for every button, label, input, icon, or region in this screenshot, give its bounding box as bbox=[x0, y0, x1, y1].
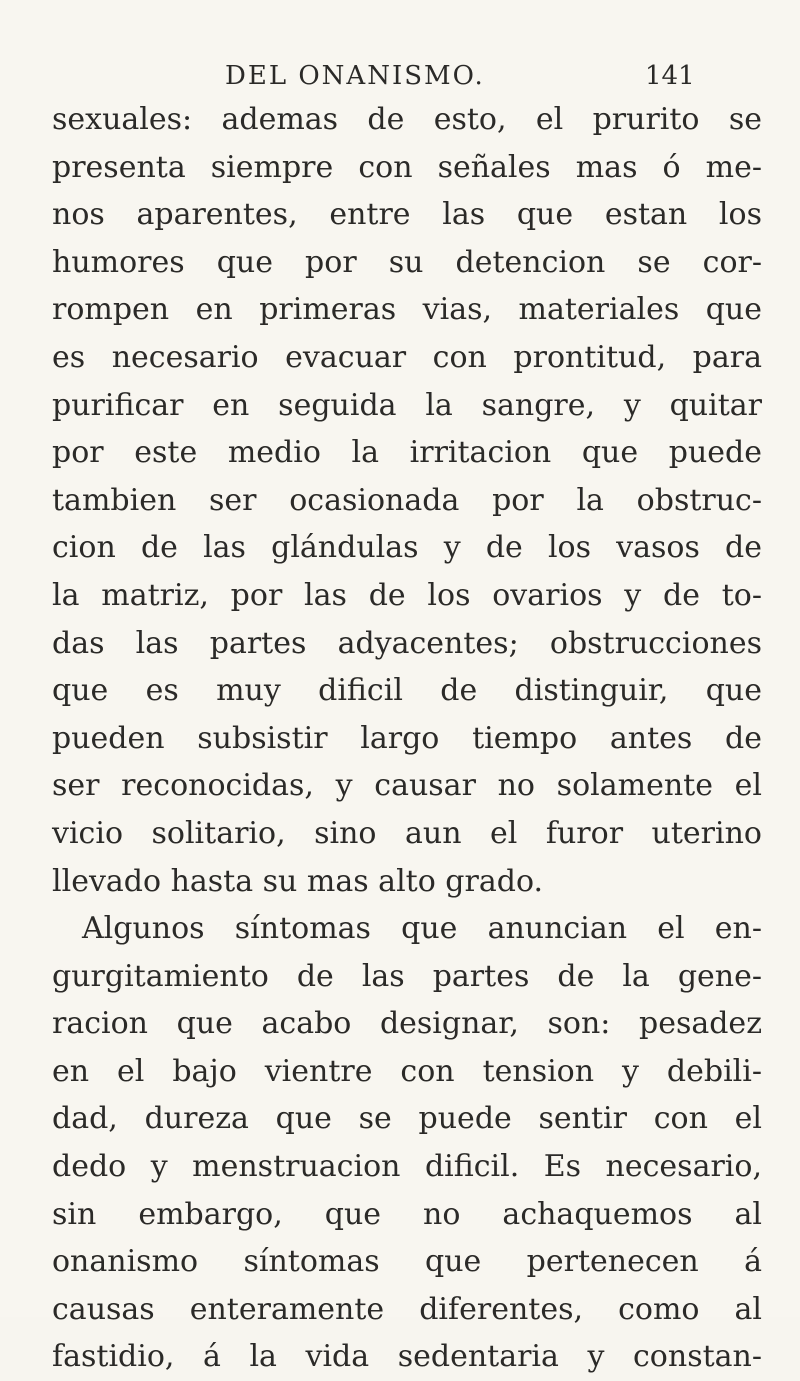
text-line: gurgitamiento de las partes de la gene- bbox=[52, 958, 762, 994]
text-line: cion de las glándulas y de los vasos de bbox=[52, 530, 762, 566]
text-line: presenta siempre con señales mas ó me- bbox=[52, 149, 762, 185]
text-line: pueden subsistir largo tiempo antes de bbox=[52, 720, 762, 756]
text-line: es necesario evacuar con prontitud, para bbox=[52, 339, 762, 375]
running-head bbox=[60, 56, 760, 96]
text-line: fastidio, á la vida sedentaria y constan- bbox=[52, 1339, 762, 1375]
paragraph-end-line: llevado hasta su mas alto grado. bbox=[52, 863, 544, 899]
text-line: tambien ser ocasionada por la obstruc- bbox=[52, 482, 762, 518]
paragraph-start-line: Algunos síntomas que anuncian el en- bbox=[82, 911, 762, 947]
text-line: causas enteramente diferentes, como al bbox=[52, 1291, 762, 1327]
text-line: nos aparentes, entre las que estan los bbox=[52, 197, 762, 233]
text-line: das las partes adyacentes; obstrucciones bbox=[52, 625, 762, 661]
text-line: onanismo síntomas que pertenecen á bbox=[52, 1244, 762, 1280]
page-number: 141 bbox=[645, 61, 695, 91]
running-title: DEL ONANISMO. bbox=[225, 61, 485, 91]
text-line: en el bajo vientre con tension y debili- bbox=[52, 1053, 762, 1089]
text-line: sin embargo, que no achaquemos al bbox=[52, 1196, 762, 1232]
text-line: sexuales: ademas de esto, el prurito se bbox=[52, 102, 762, 137]
text-line: la matriz, por las de los ovarios y de to- bbox=[52, 577, 762, 613]
text-line: dad, dureza que se puede sentir con el bbox=[52, 1101, 762, 1137]
text-line: vicio solitario, sino aun el furor uterino bbox=[52, 815, 762, 851]
text-line: que es muy dificil de distinguir, que bbox=[52, 673, 762, 709]
text-line: purificar en seguida la sangre, y quitar bbox=[52, 387, 762, 423]
text-line: dedo y menstruacion dificil. Es necesario, bbox=[52, 1149, 762, 1185]
text-line: racion que acabo designar, son: pesadez bbox=[52, 1006, 762, 1042]
body-text bbox=[52, 96, 762, 1381]
text-line: rompen en primeras vias, materiales que bbox=[52, 292, 762, 328]
text-line: ser reconocidas, y causar no solamente el bbox=[52, 768, 762, 804]
text-line: por este medio la irritacion que puede bbox=[52, 435, 762, 471]
text-line: humores que por su detencion se cor- bbox=[52, 244, 762, 280]
